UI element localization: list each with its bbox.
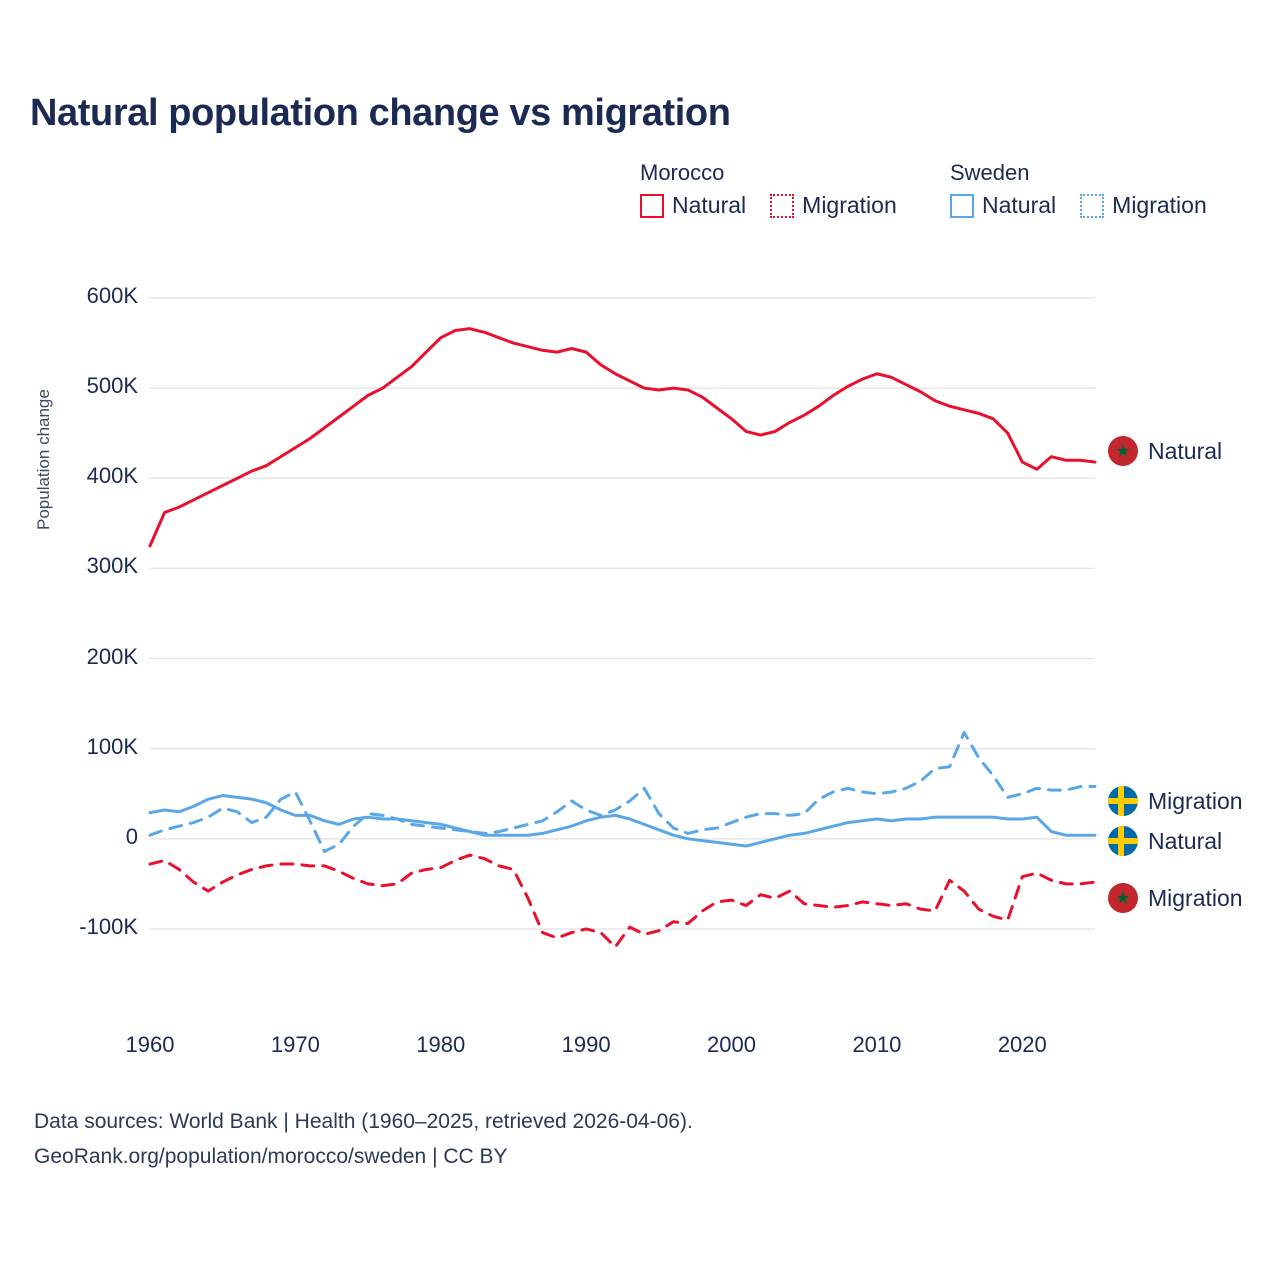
end-label-sweden-migration (1108, 786, 1243, 816)
x-axis-tick-label: 2000 (707, 1032, 756, 1057)
legend-group-title-morocco: Morocco (640, 160, 725, 185)
y-axis-tick-label: 300K (86, 553, 138, 579)
morocco-flag-icon (1108, 883, 1138, 913)
morocco-flag-icon (1108, 436, 1138, 466)
end-label-morocco-migration (1108, 883, 1243, 913)
x-axis-tick-label: 2010 (852, 1032, 902, 1057)
y-axis-tick-label: -100K (79, 913, 138, 939)
legend-label: Migration (1112, 192, 1207, 218)
y-axis-tick-label: 600K (86, 283, 138, 309)
y-axis-tick-label: 400K (86, 463, 138, 489)
footer-line-2: GeoRank.org/population/morocco/sweden | CC BY (34, 1144, 508, 1168)
x-axis-tick-label: 1960 (125, 1032, 175, 1057)
y-axis-tick-label: 0 (125, 823, 138, 849)
x-axis-tick-label: 2020 (997, 1032, 1047, 1057)
gridlines (150, 298, 1095, 929)
end-label-text: Natural (1148, 827, 1223, 854)
sweden-flag-icon (1108, 826, 1138, 856)
end-label-text: Migration (1148, 884, 1243, 911)
footer-line-1: Data sources: World Bank | Health (1960–2025, retrieved 2026-04-06). (34, 1110, 693, 1133)
x-axis-tick-label: 1980 (416, 1032, 466, 1057)
series-line (150, 732, 1095, 851)
end-label-sweden-natural (1108, 826, 1222, 856)
y-axis-tick-label: 500K (86, 373, 138, 399)
y-axis-title: Population change (34, 389, 53, 530)
series-line (150, 855, 1095, 947)
y-axis-tick-label: 200K (86, 643, 138, 669)
legend-label: Migration (802, 192, 897, 218)
y-axis-tick-label: 100K (86, 733, 138, 759)
legend-label: Natural (672, 192, 747, 218)
end-label-text: Natural (1148, 437, 1223, 464)
series-line (150, 329, 1095, 546)
x-axis-tick-label: 1990 (561, 1032, 611, 1057)
footer (34, 1105, 693, 1174)
x-axis-tick-label: 1970 (270, 1032, 320, 1057)
legend-group-title-sweden: Sweden (950, 160, 1030, 185)
sweden-flag-icon (1108, 786, 1138, 816)
end-label-morocco-natural (1108, 436, 1222, 466)
legend-label: Natural (982, 192, 1057, 218)
series-lines (150, 329, 1095, 947)
page-title: Natural population change vs migration (30, 92, 731, 134)
end-label-text: Migration (1148, 787, 1243, 814)
